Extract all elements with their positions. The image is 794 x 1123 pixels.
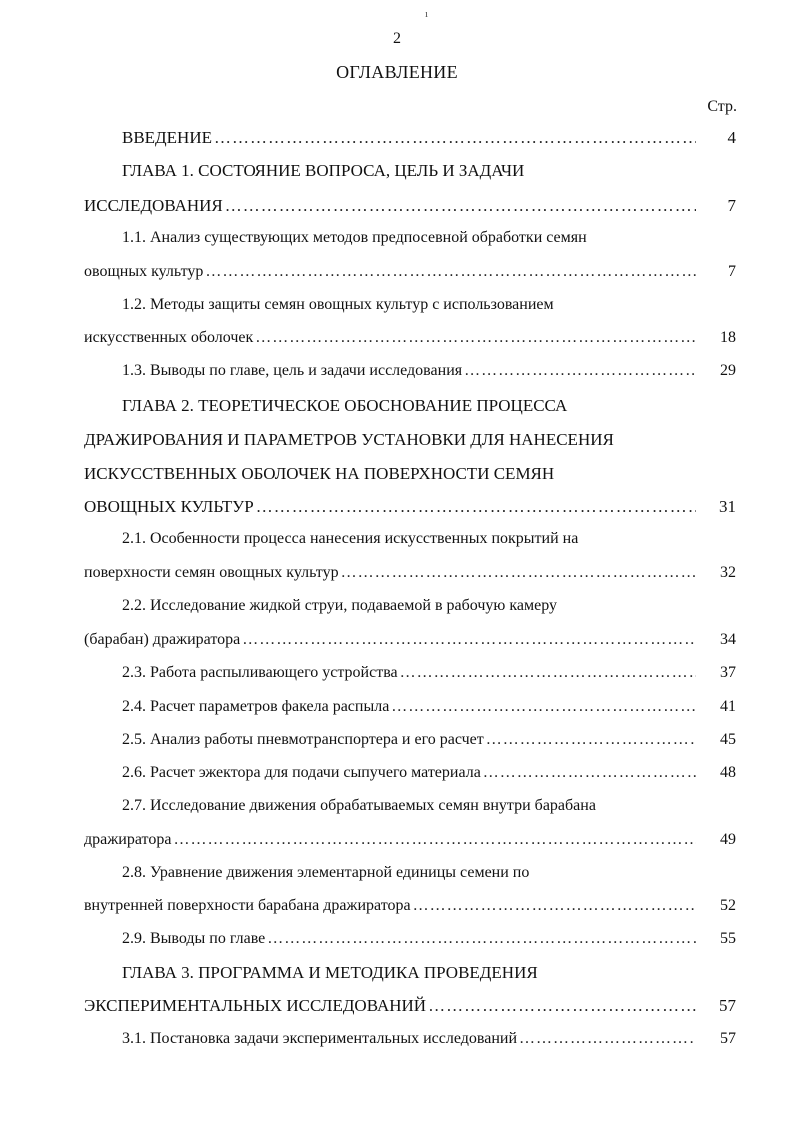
toc-entry-text: 2.7. Исследование движения обрабатываемых семян внутри барабана bbox=[122, 797, 596, 814]
toc-entry-text: 2.3. Работа распыливающего устройства bbox=[122, 664, 398, 681]
toc-entry[interactable] bbox=[84, 963, 736, 987]
toc-entry-text: ГЛАВА 3. ПРОГРАММА И МЕТОДИКА ПРОВЕДЕНИЯ bbox=[122, 963, 538, 982]
toc-entry-text: ИССЛЕДОВАНИЯ bbox=[84, 196, 223, 215]
toc-entry-text: дражиратора bbox=[84, 831, 172, 848]
scan-mark: ı bbox=[425, 8, 429, 20]
toc-entry-text: поверхности семян овощных культур bbox=[84, 564, 339, 581]
toc-entry[interactable] bbox=[84, 564, 736, 588]
toc-leader-dots bbox=[255, 329, 696, 347]
toc-entry[interactable] bbox=[84, 161, 736, 185]
toc-entry[interactable] bbox=[84, 831, 736, 855]
toc-leader-dots bbox=[464, 362, 696, 380]
toc-entry-text: 2.5. Анализ работы пневмотранспортера и его расчет bbox=[122, 731, 484, 748]
toc-leader-dots bbox=[428, 996, 696, 1016]
toc-entry[interactable] bbox=[84, 664, 736, 688]
toc-entry-text: искусственных оболочек bbox=[84, 329, 254, 346]
page-number: 2 bbox=[393, 30, 401, 47]
toc-entry[interactable] bbox=[84, 1030, 736, 1054]
toc-entry-page: 49 bbox=[720, 831, 736, 848]
toc-leader-dots bbox=[486, 731, 696, 749]
toc-entry-text: 1.2. Методы защиты семян овощных культур с использованием bbox=[122, 296, 554, 313]
toc-entry-page: 7 bbox=[727, 196, 736, 215]
toc-leader-dots bbox=[256, 497, 696, 517]
toc-entry-text: 1.1. Анализ существующих методов предпосевной обработки семян bbox=[122, 229, 587, 246]
toc-leader-dots bbox=[225, 196, 696, 216]
toc-entry[interactable] bbox=[84, 464, 736, 488]
toc-leader-dots bbox=[242, 631, 696, 649]
toc-entry[interactable] bbox=[84, 764, 736, 788]
toc-entry-page: 7 bbox=[728, 263, 736, 280]
toc-entry-page: 18 bbox=[720, 329, 736, 346]
toc-entry-text: 2.9. Выводы по главе bbox=[122, 930, 266, 947]
toc-entry[interactable] bbox=[84, 128, 736, 152]
toc-entry-text: 2.2. Исследование жидкой струи, подаваемой в рабочую камеру bbox=[122, 597, 557, 614]
toc-entry-text: 2.4. Расчет параметров факела распыла bbox=[122, 698, 390, 715]
toc-entry[interactable] bbox=[84, 631, 736, 655]
toc-leader-dots bbox=[391, 698, 696, 716]
toc-entry-text: ВВЕДЕНИЕ bbox=[122, 128, 212, 147]
toc-entry-text: 2.8. Уравнение движения элементарной единицы семени по bbox=[122, 864, 530, 881]
page-column-header: Стр. bbox=[707, 98, 737, 115]
toc-entry-text: 1.3. Выводы по главе, цель и задачи исследования bbox=[122, 362, 463, 379]
toc-entry[interactable] bbox=[84, 731, 736, 755]
toc-entry-page: 32 bbox=[720, 564, 736, 581]
toc-entry[interactable] bbox=[84, 996, 736, 1020]
toc-leader-dots bbox=[519, 1030, 696, 1048]
toc-entry-text: (барабан) дражиратора bbox=[84, 631, 241, 648]
toc-entry-text: внутренней поверхности барабана дражиратора bbox=[84, 897, 411, 914]
toc-entry[interactable] bbox=[84, 930, 736, 954]
toc-leader-dots bbox=[214, 128, 696, 148]
toc-entry-text: ОВОЩНЫХ КУЛЬТУР bbox=[84, 497, 254, 516]
toc-entry[interactable] bbox=[84, 263, 736, 287]
toc-entry-page: 41 bbox=[720, 698, 736, 715]
toc-entry-page: 55 bbox=[720, 930, 736, 947]
toc-entry[interactable] bbox=[84, 530, 736, 554]
toc-entry-text: ДРАЖИРОВАНИЯ И ПАРАМЕТРОВ УСТАНОВКИ ДЛЯ НАНЕСЕНИЯ bbox=[84, 430, 614, 449]
toc-entry-text: ЭКСПЕРИМЕНТАЛЬНЫХ ИССЛЕДОВАНИЙ bbox=[84, 996, 427, 1015]
toc-leader-dots bbox=[400, 664, 696, 682]
toc-entry-page: 57 bbox=[720, 1030, 736, 1047]
toc-entry[interactable] bbox=[84, 797, 736, 821]
toc-entry[interactable] bbox=[84, 430, 736, 454]
toc-entry[interactable] bbox=[84, 597, 736, 621]
toc-leader-dots bbox=[205, 263, 696, 281]
toc-leader-dots bbox=[267, 930, 696, 948]
toc-entry-text: ИСКУССТВЕННЫХ ОБОЛОЧЕК НА ПОВЕРХНОСТИ СЕМЯН bbox=[84, 464, 555, 483]
toc-entry[interactable] bbox=[84, 196, 736, 220]
toc-entry-page: 34 bbox=[720, 631, 736, 648]
toc-entry-text: овощных культур bbox=[84, 263, 204, 280]
toc-entry-text: 2.6. Расчет эжектора для подачи сыпучего материала bbox=[122, 764, 481, 781]
toc-entry[interactable] bbox=[84, 396, 736, 420]
toc-entry-page: 4 bbox=[727, 128, 736, 147]
toc-entry-page: 52 bbox=[720, 897, 736, 914]
toc-leader-dots bbox=[341, 564, 696, 582]
toc-entry[interactable] bbox=[84, 362, 736, 386]
toc-entry[interactable] bbox=[84, 296, 736, 320]
page-title: ОГЛАВЛЕНИЕ bbox=[336, 62, 458, 82]
toc-entry-text: 2.1. Особенности процесса нанесения искусственных покрытий на bbox=[122, 530, 579, 547]
toc-entry[interactable] bbox=[84, 497, 736, 521]
toc-entry[interactable] bbox=[84, 329, 736, 353]
toc-entry-text: 3.1. Постановка задачи экспериментальных исследований bbox=[122, 1030, 518, 1047]
toc-entry-page: 31 bbox=[719, 497, 736, 516]
toc-entry-page: 48 bbox=[720, 764, 736, 781]
toc-entry-page: 57 bbox=[719, 996, 736, 1015]
toc-entry-text: ГЛАВА 1. СОСТОЯНИЕ ВОПРОСА, ЦЕЛЬ И ЗАДАЧИ bbox=[122, 161, 525, 180]
toc-entry[interactable] bbox=[84, 864, 736, 888]
toc-entry-page: 29 bbox=[720, 362, 736, 379]
toc-leader-dots bbox=[413, 897, 696, 915]
toc-entry[interactable] bbox=[84, 897, 736, 921]
toc-entry-page: 45 bbox=[720, 731, 736, 748]
toc-leader-dots bbox=[483, 764, 696, 782]
toc-entry[interactable] bbox=[84, 698, 736, 722]
toc-entry[interactable] bbox=[84, 229, 736, 253]
toc-leader-dots bbox=[173, 831, 696, 849]
toc-entry-text: ГЛАВА 2. ТЕОРЕТИЧЕСКОЕ ОБОСНОВАНИЕ ПРОЦЕССА bbox=[122, 396, 568, 415]
toc-entry-page: 37 bbox=[720, 664, 736, 681]
